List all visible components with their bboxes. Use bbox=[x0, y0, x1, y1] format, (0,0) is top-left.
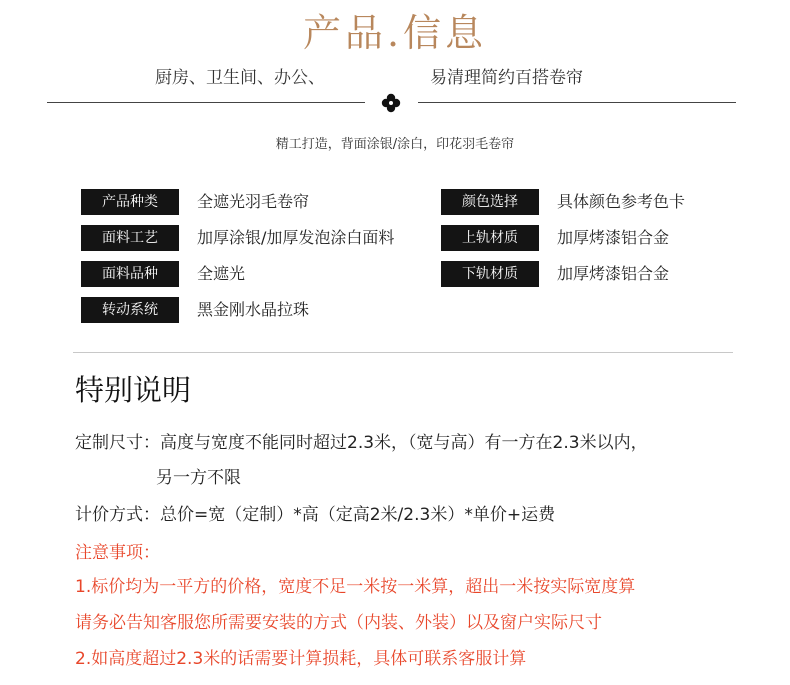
clover-icon bbox=[380, 92, 402, 114]
custom-size-text-continued: 另一方不限 bbox=[156, 468, 241, 488]
spec-value-product-type: 全遮光羽毛卷帘 bbox=[197, 192, 310, 211]
spec-label-rotation-system: 转动系统 bbox=[81, 297, 179, 323]
spec-value-rotation-system: 黑金刚水晶拉珠 bbox=[197, 300, 310, 319]
spec-label-fabric-process: 面料工艺 bbox=[81, 225, 179, 251]
pricing-text: 计价方式：总价=宽（定制）*高（定高2米/2.3米）*单价+运费 bbox=[75, 505, 556, 525]
divider-line-left bbox=[47, 102, 365, 103]
subtitle-right: 易清理简约百搭卷帘 bbox=[430, 68, 583, 88]
attention-item-1-continued: 请务必告知客服您所需要安装的方式（内装、外装）以及窗户实际尺寸 bbox=[75, 613, 602, 633]
spec-value-top-rail: 加厚烤漆铝合金 bbox=[557, 228, 670, 247]
attention-item-1: 1.标价均为一平方的价格，宽度不足一米按一米算，超出一米按实际宽度算 bbox=[75, 577, 636, 597]
spec-label-fabric-variety: 面料品种 bbox=[81, 261, 179, 287]
tagline: 精工打造，背面涂银/涂白，印花羽毛卷帘 bbox=[275, 137, 515, 152]
divider-line-right bbox=[418, 102, 736, 103]
spec-label-top-rail: 上轨材质 bbox=[441, 225, 539, 251]
section-divider bbox=[73, 352, 733, 353]
spec-value-fabric-process: 加厚涂银/加厚发泡涂白面料 bbox=[197, 228, 395, 247]
spec-value-bottom-rail: 加厚烤漆铝合金 bbox=[557, 264, 670, 283]
spec-label-product-type: 产品种类 bbox=[81, 189, 179, 215]
attention-title: 注意事项： bbox=[75, 543, 160, 563]
spec-value-color: 具体颜色参考色卡 bbox=[557, 192, 686, 211]
spec-value-fabric-variety: 全遮光 bbox=[197, 264, 246, 283]
spec-label-color: 颜色选择 bbox=[441, 189, 539, 215]
subtitle-left: 厨房、卫生间、办公、 bbox=[155, 68, 325, 88]
notes-title: 特别说明 bbox=[75, 373, 192, 407]
custom-size-text: 定制尺寸：高度与宽度不能同时超过2.3米，（宽与高）有一方在2.3米以内， bbox=[75, 433, 648, 453]
spec-label-bottom-rail: 下轨材质 bbox=[441, 261, 539, 287]
attention-item-2: 2.如高度超过2.3米的话需要计算损耗，具体可联系客服计算 bbox=[75, 649, 527, 669]
page-title: 产品.信息 bbox=[302, 11, 488, 55]
